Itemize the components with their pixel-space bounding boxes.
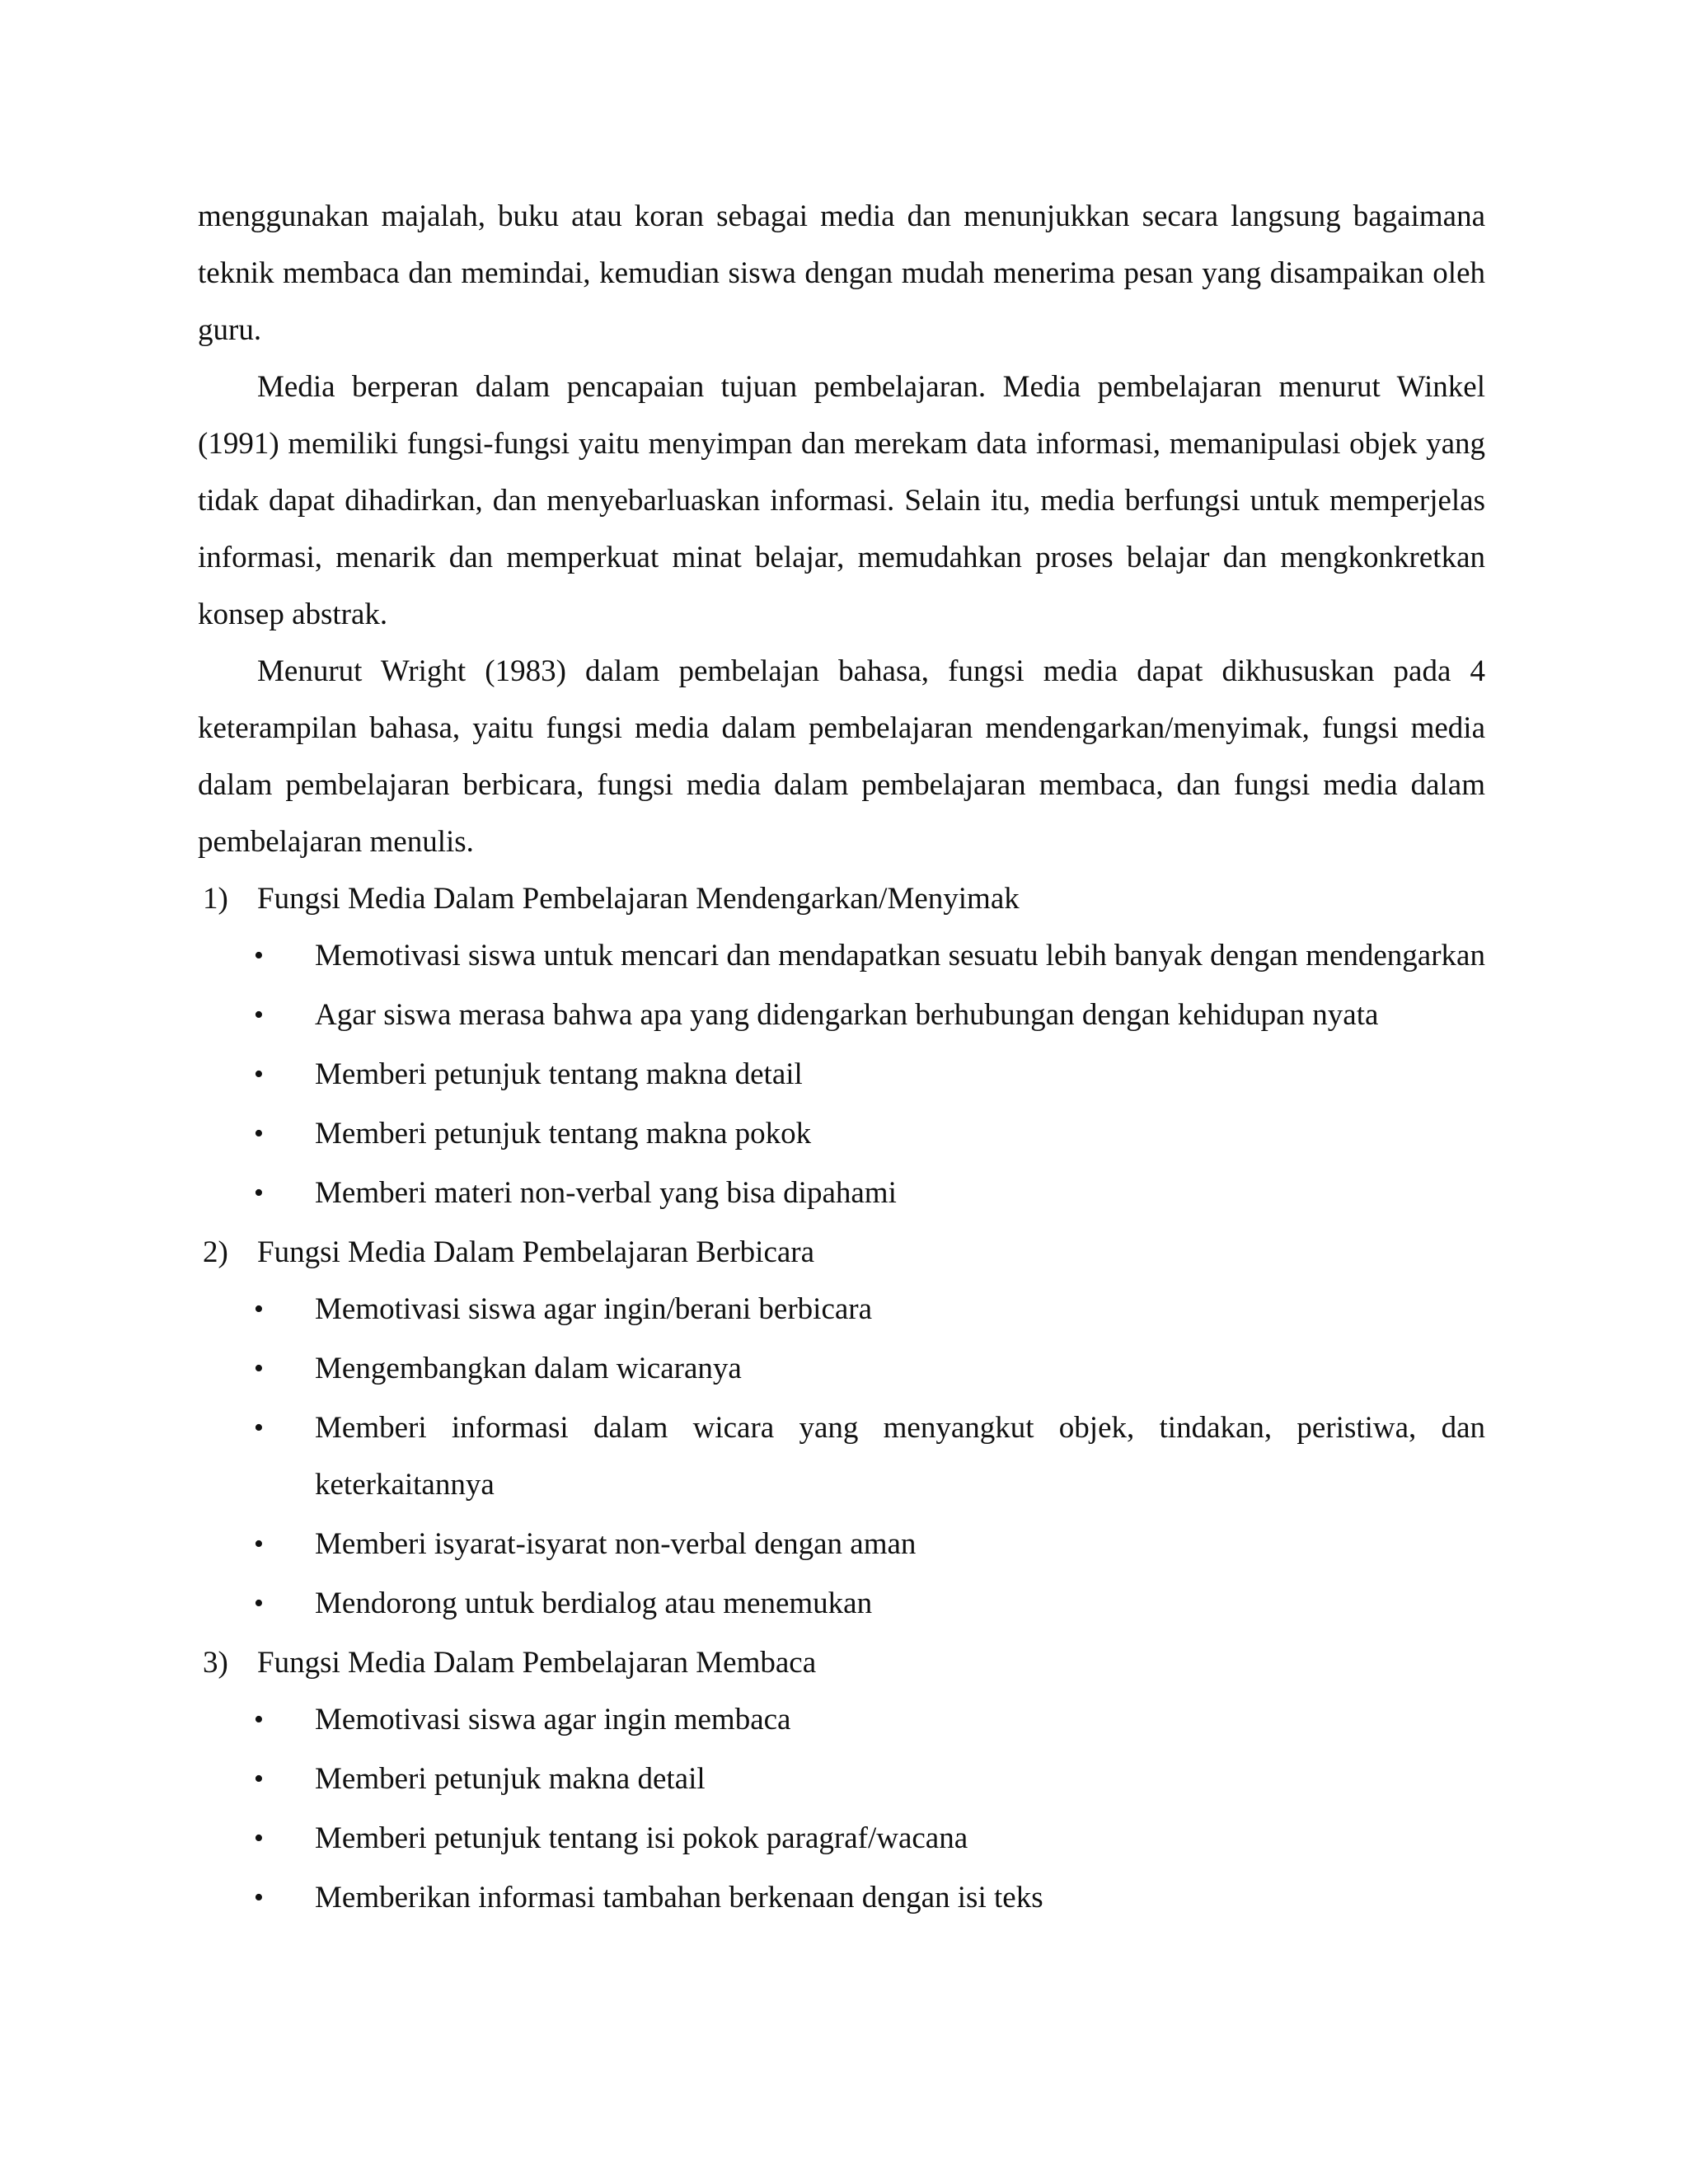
list-item	[198, 1340, 1485, 1397]
section-listening	[198, 870, 1485, 1221]
bullet-list	[198, 927, 1485, 1221]
bullet-icon: •	[254, 1823, 264, 1854]
section-heading	[198, 870, 1485, 927]
list-item	[198, 1165, 1485, 1221]
bullet-icon: •	[254, 1118, 264, 1149]
list-item-text: Memotivasi siswa agar ingin membaca	[315, 1703, 791, 1736]
bullet-icon: •	[254, 1529, 264, 1559]
section-heading	[198, 1224, 1485, 1281]
section-number: 1)	[203, 882, 228, 916]
paragraph-media-role: Media berperan dalam pencapaian tujuan pembelajaran. Media pembelajaran menurut Winkel (1991) memiliki fungsi-fungsi yaitu menyimpan dan merekam data informasi, memanipulasi objek yang tidak dapat dihadirkan, dan menyebarluaskan informasi. Selain itu, media berfungsi untuk memperjelas informasi, menarik dan memperkuat minat belajar, memudahkan proses belajar dan mengkonkretkan konsep abstrak.	[198, 370, 1485, 631]
list-item-text: Memotivasi siswa untuk mencari dan mendapatkan sesuatu lebih banyak dengan mendengarkan	[315, 939, 1485, 972]
bullet-icon: •	[254, 1764, 264, 1794]
list-item	[198, 1691, 1485, 1748]
section-number: 3)	[203, 1646, 228, 1680]
list-item	[198, 1869, 1485, 1926]
list-item-text: Memberi informasi dalam wicara yang menyangkut objek, tindakan, peristiwa, dan keterkaitannya	[315, 1411, 1485, 1502]
list-item	[198, 927, 1485, 984]
list-item-text: Memberikan informasi tambahan berkenaan dengan isi teks	[315, 1881, 1043, 1915]
section-reading	[198, 1634, 1485, 1926]
paragraph-continuation: menggunakan majalah, buku atau koran sebagai media dan menunjukkan secara langsung bagaimana teknik membaca dan memindai, kemudian siswa dengan mudah menerima pesan yang disampaikan oleh guru.	[198, 199, 1485, 347]
bullet-icon: •	[254, 1588, 264, 1619]
list-item	[198, 1399, 1485, 1513]
list-item	[198, 1281, 1485, 1338]
section-title: Fungsi Media Dalam Pembelajaran Mendengarkan/Menyimak	[257, 882, 1020, 916]
list-item-text: Memberi materi non-verbal yang bisa dipahami	[315, 1176, 897, 1210]
list-item-text: Memberi petunjuk tentang makna pokok	[315, 1117, 812, 1151]
list-item	[198, 987, 1485, 1043]
list-item-text: Memberi isyarat-isyarat non-verbal dengan aman	[315, 1527, 917, 1561]
bullet-icon: •	[254, 1178, 264, 1208]
list-item	[198, 1810, 1485, 1867]
section-number: 2)	[203, 1235, 228, 1269]
list-item	[198, 1516, 1485, 1572]
bullet-icon: •	[254, 1413, 264, 1443]
list-item	[198, 1575, 1485, 1632]
paragraph-wright: Menurut Wright (1983) dalam pembelajan bahasa, fungsi media dapat dikhususkan pada 4 keterampilan bahasa, yaitu fungsi media dalam pembelajaran mendengarkan/menyimak, fungsi media dalam pembelajaran berbicara, fungsi media dalam pembelajaran membaca, dan fungsi media dalam pembelajaran menulis.	[198, 654, 1485, 859]
list-item-text: Mendorong untuk berdialog atau menemukan	[315, 1586, 873, 1620]
bullet-icon: •	[254, 1704, 264, 1735]
list-item-text: Memberi petunjuk tentang isi pokok paragraf/wacana	[315, 1821, 968, 1855]
section-speaking	[198, 1224, 1485, 1632]
bullet-icon: •	[254, 1294, 264, 1324]
list-item-text: Memotivasi siswa agar ingin/berani berbicara	[315, 1292, 873, 1326]
list-item	[198, 1105, 1485, 1162]
list-item	[198, 1750, 1485, 1807]
list-item-text: Memberi petunjuk makna detail	[315, 1762, 706, 1796]
list-item-text: Agar siswa merasa bahwa apa yang didengarkan berhubungan dengan kehidupan nyata	[315, 998, 1379, 1032]
document-page	[198, 188, 1485, 1929]
section-heading	[198, 1634, 1485, 1691]
section-title: Fungsi Media Dalam Pembelajaran Berbicara	[257, 1235, 815, 1269]
bullet-icon: •	[254, 1353, 264, 1384]
bullet-list	[198, 1281, 1485, 1632]
list-item-text: Memberi petunjuk tentang makna detail	[315, 1057, 803, 1091]
bullet-icon: •	[254, 1000, 264, 1030]
list-item-text: Mengembangkan dalam wicaranya	[315, 1352, 742, 1385]
list-item	[198, 1046, 1485, 1103]
bullet-icon: •	[254, 1882, 264, 1913]
bullet-list	[198, 1691, 1485, 1926]
section-title: Fungsi Media Dalam Pembelajaran Membaca	[257, 1646, 817, 1680]
bullet-icon: •	[254, 1059, 264, 1090]
bullet-icon: •	[254, 940, 264, 971]
